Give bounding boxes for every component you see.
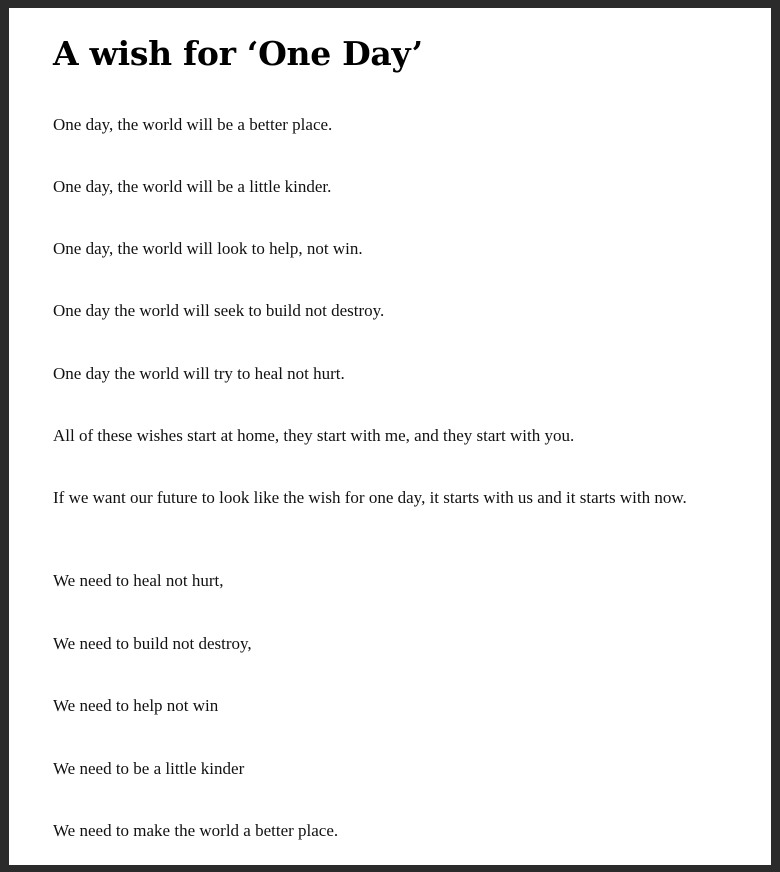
paragraph: We need to heal not hurt, [53,571,224,590]
paragraph: We need to make the world a better place. [53,821,339,840]
paragraph: We need to help not win [53,696,219,715]
document-page [9,8,771,865]
paragraph: One day, the world will be a little kinder. [53,177,332,196]
paragraph: All of these wishes start at home, they start with me, and they start with you. [53,426,575,445]
paragraph: We need to be a little kinder [53,759,245,778]
document-title: A wish for ‘One Day’ [53,34,423,73]
paragraph: One day, the world will look to help, not win. [53,239,363,258]
paragraph: If we want our future to look like the wish for one day, it starts with us and it starts with now. [53,488,687,507]
paragraph: One day, the world will be a better place. [53,115,333,134]
paragraph: One day the world will try to heal not hurt. [53,364,345,383]
paragraph: One day the world will seek to build not destroy. [53,301,385,320]
paragraph: We need to build not destroy, [53,634,252,653]
